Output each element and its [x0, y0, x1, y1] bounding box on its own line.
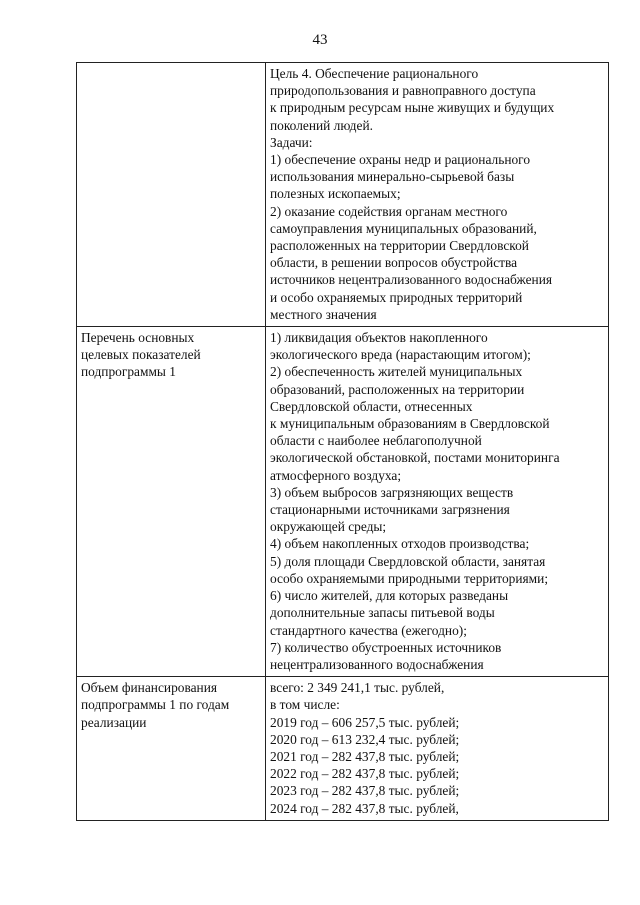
financing-label-cell: [77, 677, 266, 821]
row-label-cell: [77, 63, 266, 327]
page-number: 43: [312, 32, 328, 48]
task-line: расположенных на территории Свердловской: [270, 238, 529, 254]
indicator-line: стандартного качества (ежегодно);: [270, 622, 467, 638]
task-line: местного значения: [270, 306, 377, 322]
label-line: Перечень основных: [81, 330, 195, 346]
task-line: 1) обеспечение охраны недр и рационального: [270, 152, 531, 168]
table-row: [77, 63, 609, 327]
label-line: подпрограммы 1: [81, 364, 176, 380]
task-line: источников нецентрализованного водоснабжения: [270, 272, 553, 288]
financing-line: в том числе:: [270, 697, 340, 713]
indicator-line: образований, расположенных на территории: [270, 381, 525, 397]
goals-tasks-cell: [266, 63, 609, 327]
financing-line: 2024 год – 282 437,8 тыс. рублей,: [270, 800, 459, 816]
indicator-line: особо охраняемыми природными территориями;: [270, 570, 549, 586]
indicators-label-cell: [77, 327, 266, 677]
goal-line: природопользования и равноправного доступа: [270, 83, 536, 99]
indicator-line: окружающей среды;: [270, 519, 387, 535]
table-row: [77, 327, 609, 677]
financing-line: всего: 2 349 241,1 тыс. рублей,: [270, 680, 445, 696]
task-line: полезных ископаемых;: [270, 186, 401, 202]
indicator-line: дополнительные запасы питьевой воды: [270, 605, 495, 621]
indicator-line: 7) количество обустроенных источников: [270, 639, 502, 655]
label-line: реализации: [81, 714, 147, 730]
label-line: целевых показателей: [81, 347, 201, 363]
indicator-line: 3) объем выбросов загрязняющих веществ: [270, 484, 514, 500]
financing-line: 2019 год – 606 257,5 тыс. рублей;: [270, 714, 460, 730]
table-row: [77, 677, 609, 821]
indicator-line: 6) число жителей, для которых разведаны: [270, 588, 509, 604]
financing-line: 2020 год – 613 232,4 тыс. рублей;: [270, 731, 460, 747]
indicator-line: 5) доля площади Свердловской области, занятая: [270, 553, 546, 569]
task-line: и особо охраняемых природных территорий: [270, 289, 523, 305]
task-line: области, в решении вопросов обустройства: [270, 255, 518, 271]
indicator-line: 1) ликвидация объектов накопленного: [270, 330, 488, 346]
indicator-line: стационарными источниками загрязнения: [270, 502, 510, 518]
indicator-line: атмосферного воздуха;: [270, 467, 402, 483]
indicator-line: области с наиболее неблагополучной: [270, 433, 482, 449]
indicator-line: экологического вреда (нарастающим итогом);: [270, 347, 531, 363]
financing-line: 2023 год – 282 437,8 тыс. рублей;: [270, 783, 460, 799]
indicator-line: 4) объем накопленных отходов производства;: [270, 536, 530, 552]
tasks-heading: Задачи:: [270, 134, 313, 150]
task-line: самоуправления муниципальных образований,: [270, 220, 537, 236]
indicator-line: Свердловской области, отнесенных: [270, 398, 473, 414]
indicator-line: к муниципальным образованиям в Свердловской: [270, 416, 550, 432]
label-line: подпрограммы 1 по годам: [81, 697, 230, 713]
indicator-line: 2) обеспеченность жителей муниципальных: [270, 364, 523, 380]
program-passport-table: [76, 62, 609, 821]
financing-cell: [266, 677, 609, 821]
goal-line: Цель 4. Обеспечение рационального: [270, 66, 479, 81]
indicator-line: экологической обстановкой, постами мониторинга: [270, 450, 560, 466]
financing-line: 2021 год – 282 437,8 тыс. рублей;: [270, 748, 460, 764]
goal-line: к природным ресурсам ныне живущих и будущих: [270, 100, 555, 116]
indicator-line: нецентрализованного водоснабжения: [270, 656, 484, 672]
goal-line: поколений людей.: [270, 117, 373, 133]
task-line: 2) оказание содействия органам местного: [270, 203, 508, 219]
indicators-cell: [266, 327, 609, 677]
label-line: Объем финансирования: [81, 680, 218, 696]
task-line: использования минерально-сырьевой базы: [270, 169, 515, 185]
financing-line: 2022 год – 282 437,8 тыс. рублей;: [270, 766, 460, 782]
